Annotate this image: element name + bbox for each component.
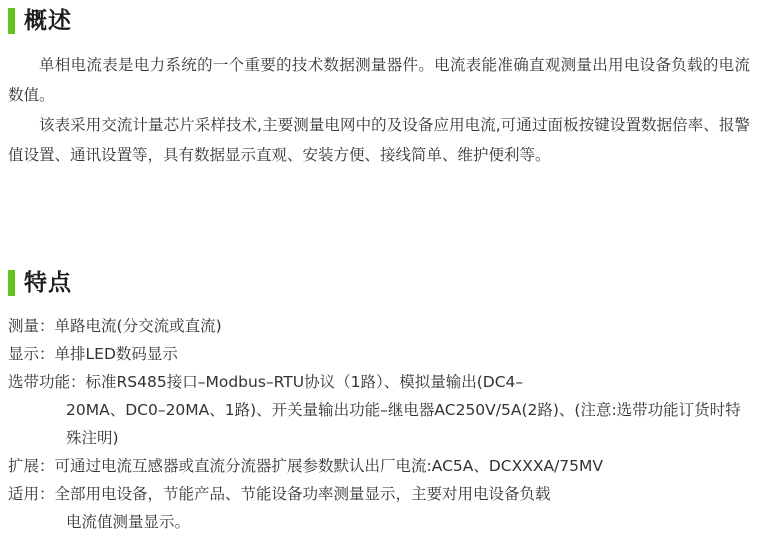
spec-label: 扩展： bbox=[8, 457, 55, 475]
green-accent-bar-icon bbox=[8, 270, 15, 296]
overview-body bbox=[8, 50, 750, 170]
spec-value: 单排LED数码显示 bbox=[54, 345, 178, 363]
spec-row bbox=[8, 340, 750, 368]
spec-value: 可通过电流互感器或直流分流器扩展参数默认出厂电流:AC5A、DCXXXA/75MV bbox=[54, 457, 603, 475]
spec-value-continuation-wrapper bbox=[8, 508, 750, 536]
overview-heading bbox=[8, 8, 750, 34]
spec-label: 测量： bbox=[8, 317, 55, 335]
features-section bbox=[8, 270, 750, 536]
features-heading-title: 特点 bbox=[24, 269, 72, 296]
features-heading bbox=[8, 270, 750, 296]
overview-paragraph-2: 该表采用交流计量芯片采样技术,主要测量电网中的及设备应用电流,可通过面板按键设置数据倍率、报警值设置、通讯设置等，具有数据显示直观、安装方便、接线简单、维护便利等。 bbox=[8, 116, 750, 164]
spec-row bbox=[8, 368, 750, 396]
spec-row bbox=[8, 312, 750, 340]
spec-value-continuation: 电流值测量显示。 bbox=[66, 513, 191, 531]
spec-label: 显示： bbox=[8, 345, 55, 363]
features-spec-list bbox=[8, 312, 750, 536]
overview-section bbox=[8, 8, 750, 170]
spec-label: 选带功能： bbox=[8, 373, 86, 391]
spec-value: 全部用电设备，节能产品、节能设备功率测量显示，主要对用电设备负载 bbox=[54, 485, 551, 503]
spec-row bbox=[8, 452, 750, 480]
spec-row bbox=[8, 480, 750, 508]
green-accent-bar-icon bbox=[8, 8, 15, 34]
overview-paragraph-1: 单相电流表是电力系统的一个重要的技术数据测量器件。电流表能准确直观测量出用电设备负载的电流数值。 bbox=[8, 56, 750, 104]
spec-value-continuation: 20MA、DC0–20MA、1路)、开关量输出功能–继电器AC250V/5A(2路)、(注意:选带功能订货时特殊注明) bbox=[66, 401, 741, 447]
spec-value-continuation-wrapper bbox=[8, 396, 750, 452]
spec-label: 适用： bbox=[8, 485, 55, 503]
overview-heading-title: 概述 bbox=[24, 7, 72, 34]
spec-value: 单路电流(分交流或直流) bbox=[54, 317, 222, 335]
spec-value: 标准RS485接口–Modbus–RTU协议（1路）、模拟量输出(DC4– bbox=[85, 373, 524, 391]
